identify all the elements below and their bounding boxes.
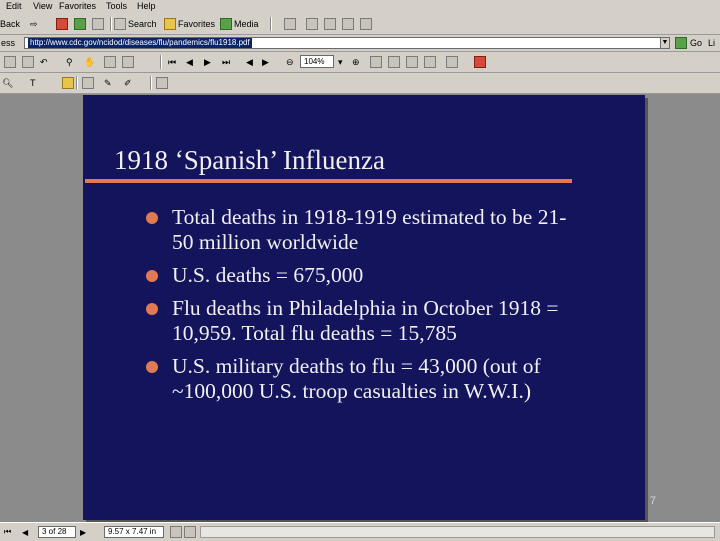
back-arrow-icon: ◀ xyxy=(246,56,253,67)
toolbar-separator xyxy=(76,76,78,90)
next-page-button[interactable] xyxy=(204,55,211,69)
bullet-list xyxy=(144,205,584,412)
forward-arrow-icon: ▶ xyxy=(262,56,269,67)
bullet-item xyxy=(144,354,584,404)
text-tool-icon: T xyxy=(30,78,36,88)
zoom-out-icon: ⊖ xyxy=(286,56,294,67)
menu-tools[interactable]: Tools xyxy=(106,1,128,11)
media-label: Media xyxy=(234,19,259,29)
next-page-icon: ▶ xyxy=(204,56,211,67)
hand-icon: ✋ xyxy=(84,56,96,67)
bullet-dot-icon xyxy=(146,361,158,373)
bullet-item xyxy=(144,263,584,288)
zoom-in-button[interactable] xyxy=(352,55,360,69)
pencil-tool-button[interactable] xyxy=(104,76,112,90)
menu-bar xyxy=(0,0,720,14)
media-icon xyxy=(220,18,232,30)
favorites-icon xyxy=(164,18,176,30)
bullet-text: U.S. deaths = 675,000 xyxy=(172,263,364,287)
print-button[interactable] xyxy=(324,17,336,31)
print-icon xyxy=(324,18,336,30)
edit-icon xyxy=(342,18,354,30)
home-button[interactable] xyxy=(92,17,104,31)
fit-page-button[interactable] xyxy=(388,55,400,69)
first-page-status-button[interactable] xyxy=(4,525,11,539)
pdf-page-slide xyxy=(83,95,656,520)
next-page-icon: ▶ xyxy=(80,527,87,537)
go-button[interactable] xyxy=(675,37,702,49)
note-tool-button[interactable] xyxy=(62,76,74,90)
address-bar xyxy=(0,35,720,52)
bullet-dot-icon xyxy=(146,303,158,315)
discuss-icon xyxy=(360,18,372,30)
single-page-icon xyxy=(170,526,182,538)
refresh-icon xyxy=(74,18,86,30)
stop-button[interactable] xyxy=(56,17,68,31)
mail-button[interactable] xyxy=(306,17,318,31)
previous-page-icon: ◀ xyxy=(186,56,193,67)
first-page-icon: ⏮ xyxy=(4,527,12,536)
highlighter-icon: ✐ xyxy=(124,77,132,88)
search-button[interactable] xyxy=(114,17,157,31)
back-label: Back xyxy=(0,19,21,29)
rotate-view-button[interactable] xyxy=(446,55,458,69)
zoom-level-field[interactable]: 104% xyxy=(300,55,334,68)
note-icon xyxy=(62,77,74,89)
title-underline xyxy=(85,179,572,183)
zoom-in-icon: ⊕ xyxy=(352,56,360,67)
toolbar-separator xyxy=(150,76,152,90)
address-dropdown-button[interactable]: ▼ xyxy=(660,37,670,49)
prev-page-status-button[interactable] xyxy=(22,525,28,539)
pdf-hand-tool[interactable] xyxy=(84,55,95,69)
bullet-item xyxy=(144,296,584,346)
go-back-view-button[interactable] xyxy=(246,55,253,69)
zoom-dropdown[interactable] xyxy=(338,55,343,69)
pdf-snapshot-tool[interactable] xyxy=(122,55,134,69)
fit-width-button[interactable] xyxy=(406,55,418,69)
next-page-status-button[interactable] xyxy=(80,525,86,539)
fit-page-icon xyxy=(388,56,400,68)
last-page-button[interactable] xyxy=(222,55,230,69)
continuous-layout-button[interactable] xyxy=(184,525,196,539)
discuss-button[interactable] xyxy=(360,17,372,31)
menu-help[interactable]: Help xyxy=(137,1,156,11)
first-page-button[interactable] xyxy=(168,55,176,69)
refresh-button[interactable] xyxy=(74,17,86,31)
reflow-icon xyxy=(424,56,436,68)
select-text-icon xyxy=(104,56,116,68)
attach-tool-button[interactable] xyxy=(156,76,168,90)
page-number-field[interactable]: 3 of 28 xyxy=(38,526,76,538)
fit-width-icon xyxy=(406,56,418,68)
slide-page-number: 7 xyxy=(649,495,656,507)
actual-size-button[interactable] xyxy=(370,55,382,69)
go-forward-view-button[interactable] xyxy=(262,55,269,69)
toolbar-separator xyxy=(270,17,272,31)
magnifier-icon: 🔍︎ xyxy=(2,77,14,88)
go-arrow-icon xyxy=(675,37,687,49)
address-label: ess xyxy=(1,38,16,48)
rotate-icon xyxy=(446,56,458,68)
history-icon xyxy=(284,18,296,30)
media-button[interactable] xyxy=(220,17,259,31)
menu-favorites[interactable]: Favorites xyxy=(59,1,97,11)
menu-view[interactable]: View xyxy=(33,1,53,11)
previous-page-icon: ◀ xyxy=(22,527,29,537)
bullet-text: U.S. military deaths to flu = 43,000 (out of ~100,000 U.S. troop casualties in W.W.I.) xyxy=(172,354,541,403)
home-icon xyxy=(92,18,104,30)
comment-tool-button[interactable] xyxy=(82,76,94,90)
pdf-find-button[interactable] xyxy=(66,55,73,69)
save-icon xyxy=(4,56,16,68)
favorites-button[interactable] xyxy=(164,17,215,31)
address-input[interactable] xyxy=(24,37,670,49)
menu-edit[interactable]: Edit xyxy=(6,1,22,11)
pdf-select-text-tool[interactable] xyxy=(104,55,116,69)
browser-toolbar xyxy=(0,14,720,35)
pdf-save-button[interactable] xyxy=(4,55,16,69)
text-tool-button[interactable] xyxy=(30,76,36,90)
last-page-icon: ⏭ xyxy=(222,56,231,67)
pencil-icon: ✎ xyxy=(104,77,112,88)
first-page-icon: ⏮ xyxy=(168,56,177,67)
chevron-down-icon: ▾ xyxy=(338,56,343,67)
pdf-toolbar xyxy=(0,52,720,73)
snapshot-icon xyxy=(122,56,134,68)
page-size-field: 9.57 x 7.47 in xyxy=(104,526,164,538)
zoom-out-button[interactable] xyxy=(286,55,294,69)
forward-icon: ⇨ xyxy=(30,18,38,29)
bullet-dot-icon xyxy=(146,212,158,224)
bullet-text: Total deaths in 1918-1919 estimated to be 21-50 million worldwide xyxy=(172,205,567,254)
undo-icon: ↶ xyxy=(40,56,48,67)
previous-page-button[interactable] xyxy=(186,55,193,69)
bullet-item xyxy=(144,205,584,255)
toolbar-separator xyxy=(160,55,162,69)
attach-icon xyxy=(156,77,168,89)
acrobat-button[interactable] xyxy=(474,55,486,69)
reflow-button[interactable] xyxy=(424,55,436,69)
links-label[interactable]: Li xyxy=(708,38,716,48)
horizontal-scrollbar[interactable] xyxy=(200,526,715,538)
mail-icon xyxy=(306,18,318,30)
actual-size-icon xyxy=(370,56,382,68)
slide-title: 1918 ‘Spanish’ Influenza xyxy=(114,145,385,175)
search-label: Search xyxy=(128,19,157,29)
edit-button[interactable] xyxy=(342,17,354,31)
address-url: http://www.cdc.gov/ncidod/diseases/flu/pandemics/flu1918.pdf xyxy=(30,38,250,47)
go-label: Go xyxy=(690,38,703,48)
print-icon xyxy=(22,56,34,68)
pdf-undo-button[interactable] xyxy=(40,55,48,69)
search-icon xyxy=(114,18,126,30)
bullet-text: Flu deaths in Philadelphia in October 1918 = 10,959. Total flu deaths = 15,785 xyxy=(172,296,559,345)
forward-button[interactable] xyxy=(30,17,38,31)
acrobat-icon xyxy=(474,56,486,68)
toolbar-separator xyxy=(110,17,112,31)
back-button[interactable] xyxy=(0,17,20,31)
continuous-icon xyxy=(184,526,196,538)
highlight-tool-button[interactable] xyxy=(124,76,132,90)
binoculars-icon: ⚲ xyxy=(66,56,73,67)
pdf-toolbar-secondary xyxy=(0,73,720,94)
pdf-status-bar xyxy=(0,522,720,541)
pdf-print-button[interactable] xyxy=(22,55,34,69)
stop-icon xyxy=(56,18,68,30)
single-page-layout-button[interactable] xyxy=(170,525,182,539)
comment-icon xyxy=(82,77,94,89)
history-button[interactable] xyxy=(284,17,296,31)
favorites-label: Favorites xyxy=(178,19,216,29)
zoom-tool-button[interactable] xyxy=(2,76,13,90)
bullet-dot-icon xyxy=(146,270,158,282)
